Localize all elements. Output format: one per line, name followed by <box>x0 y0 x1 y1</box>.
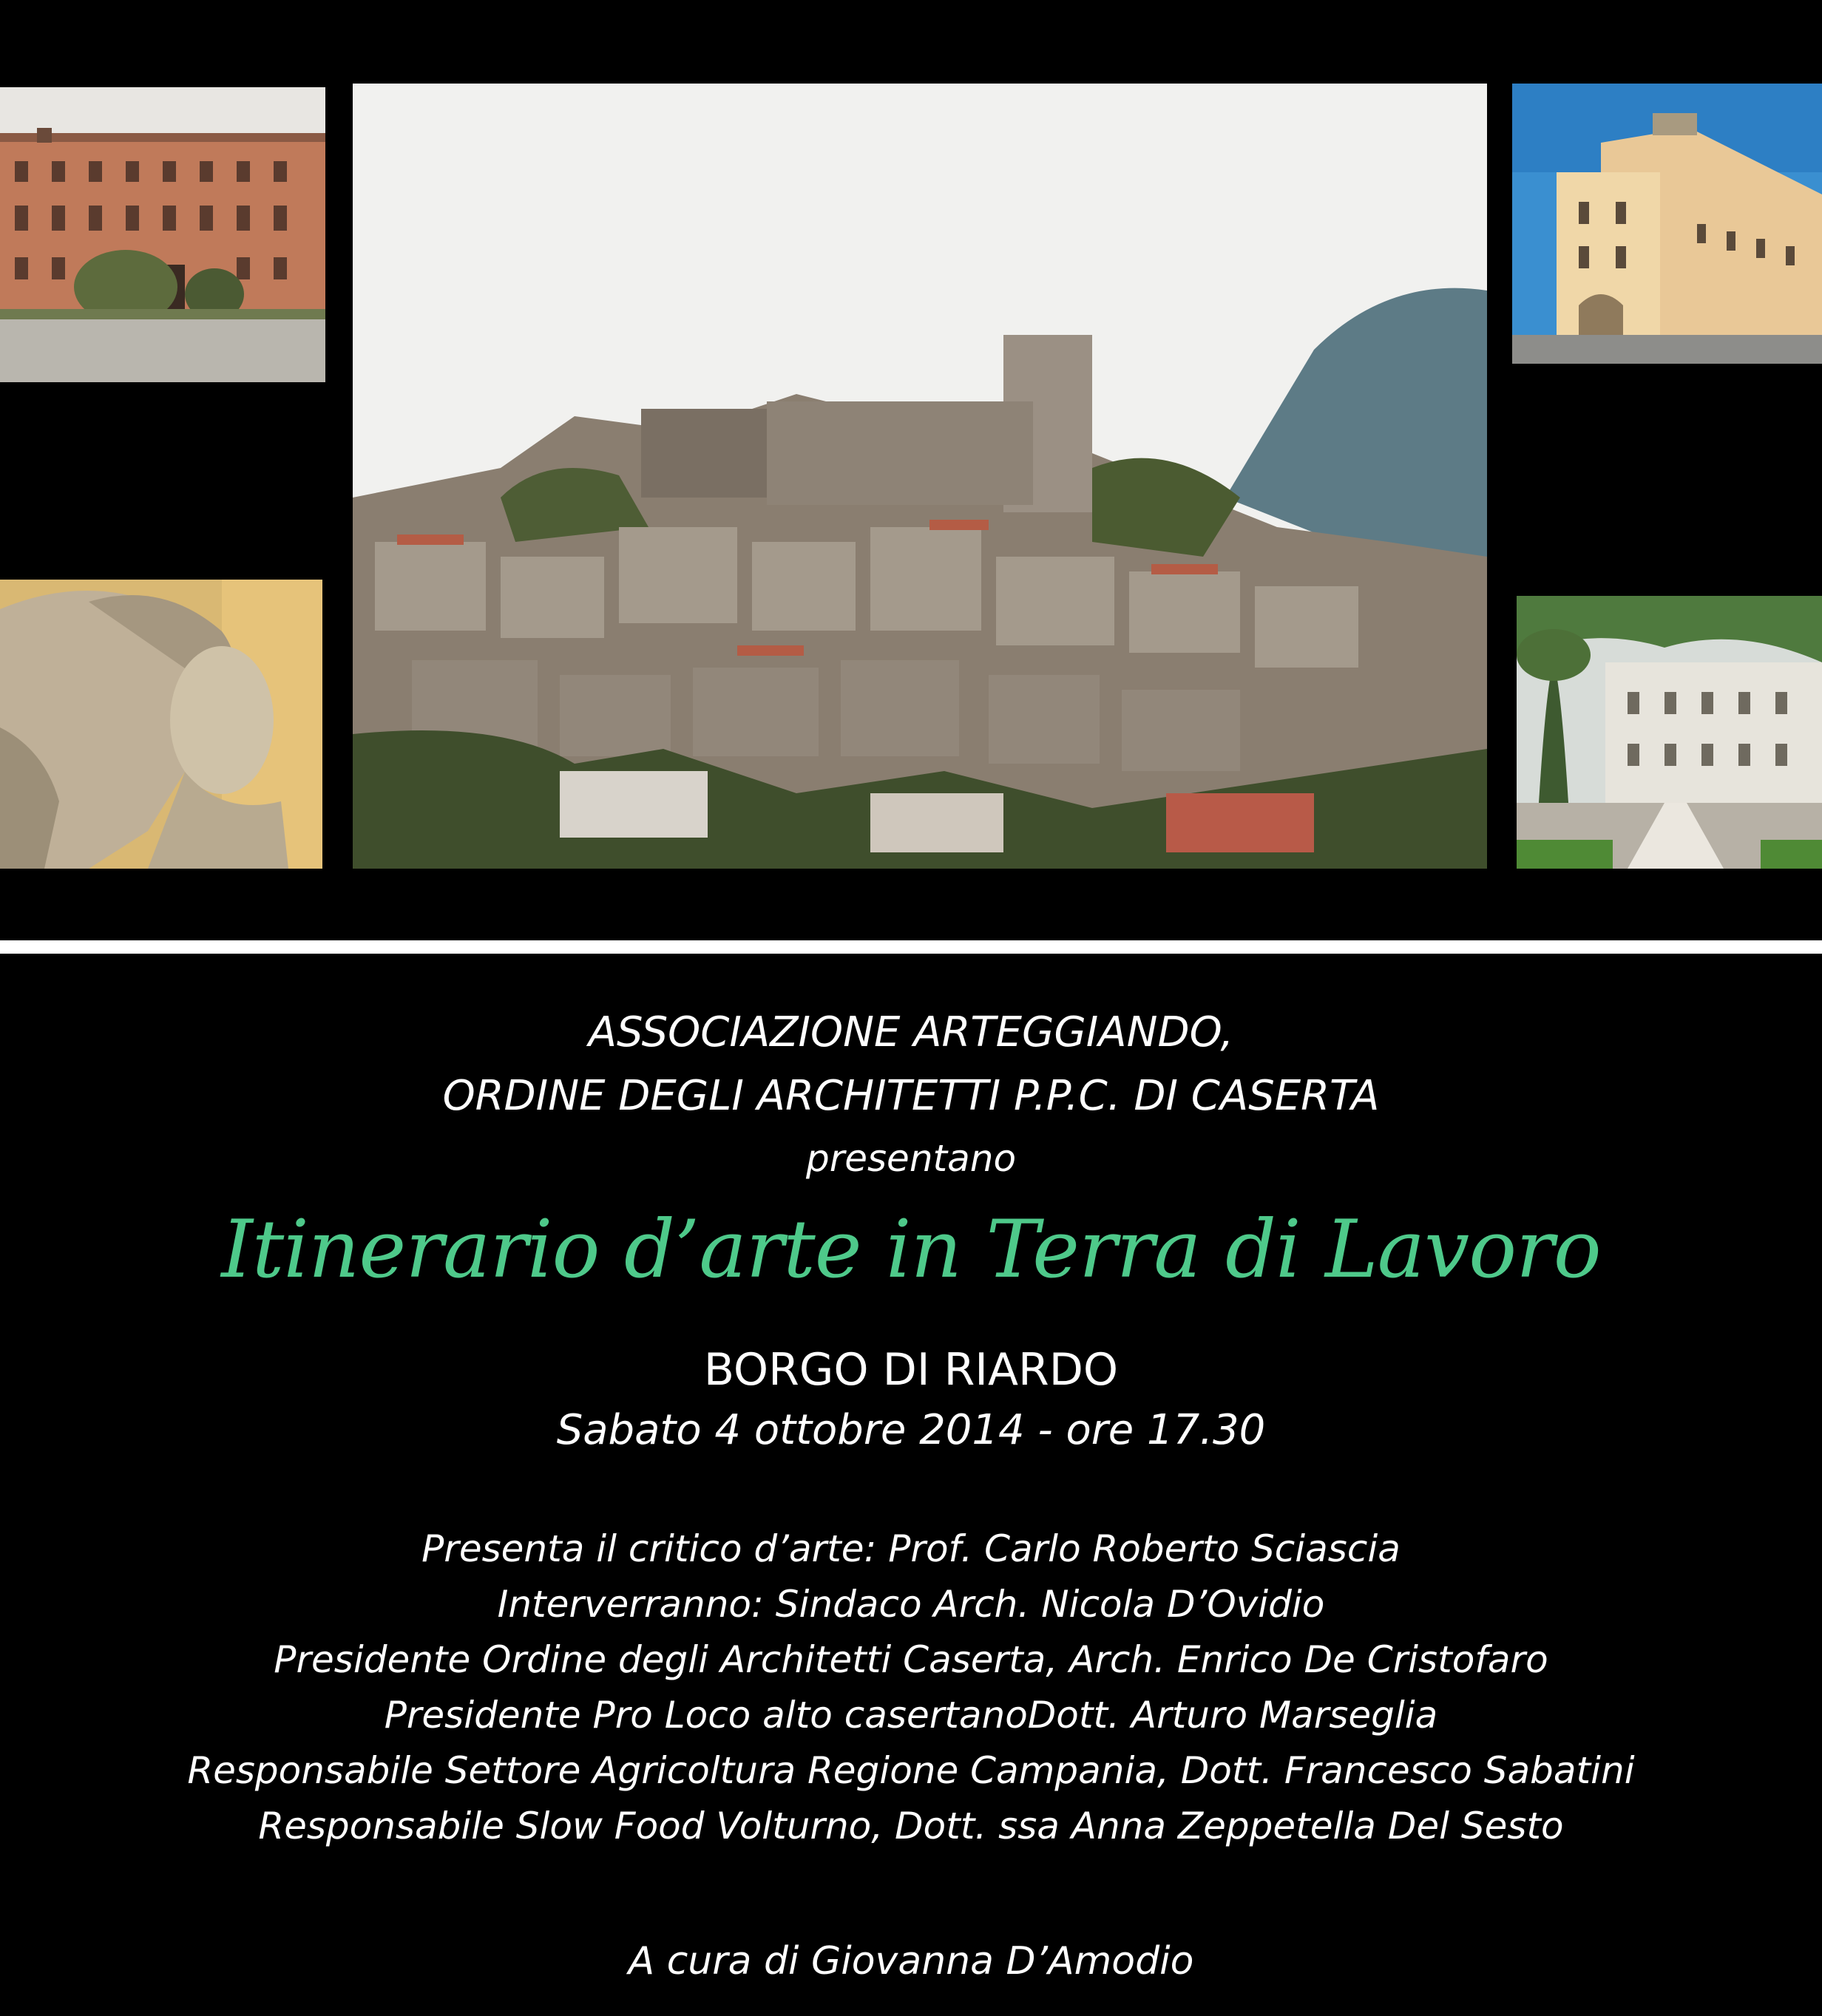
event-title: Itinerario d’arte in Terra di Lavoro <box>221 1204 1601 1296</box>
palace-photo-right <box>1512 84 1822 364</box>
palace-photo-left <box>0 87 325 382</box>
horizontal-divider <box>0 940 1822 954</box>
curator-credit: A cura di Giovanna D’Amodio <box>628 1939 1194 1983</box>
speaker-line: Interverranno: Sindaco Arch. Nicola D’Ovidio <box>497 1583 1325 1626</box>
speaker-line: Presidente Ordine degli Architetti Caserta, Arch. Enrico De Cristofaro <box>274 1638 1548 1681</box>
event-date: Sabato 4 ottobre 2014 - ore 17.30 <box>556 1406 1266 1454</box>
courtyard-photo <box>1517 596 1822 869</box>
organizer-line-1: ASSOCIAZIONE ARTEGGIANDO, <box>588 1008 1234 1056</box>
event-place: BORGO DI RIARDO <box>703 1344 1119 1396</box>
presents-text: presentano <box>805 1137 1017 1180</box>
speaker-line: Presidente Pro Loco alto casertanoDott. Arturo Marseglia <box>384 1694 1438 1737</box>
village-castle-photo <box>353 84 1487 869</box>
organizer-line-2: ORDINE DEGLI ARCHITETTI P.P.C. DI CASERTA <box>442 1072 1380 1120</box>
bust-photo <box>0 580 322 869</box>
speaker-line: Presenta il critico d’arte: Prof. Carlo Roberto Sciascia <box>421 1527 1401 1570</box>
speaker-line: Responsabile Settore Agricoltura Regione Campania, Dott. Francesco Sabatini <box>187 1749 1635 1792</box>
speaker-line: Responsabile Slow Food Volturno, Dott. ssa Anna Zeppetella Del Sesto <box>258 1805 1564 1847</box>
